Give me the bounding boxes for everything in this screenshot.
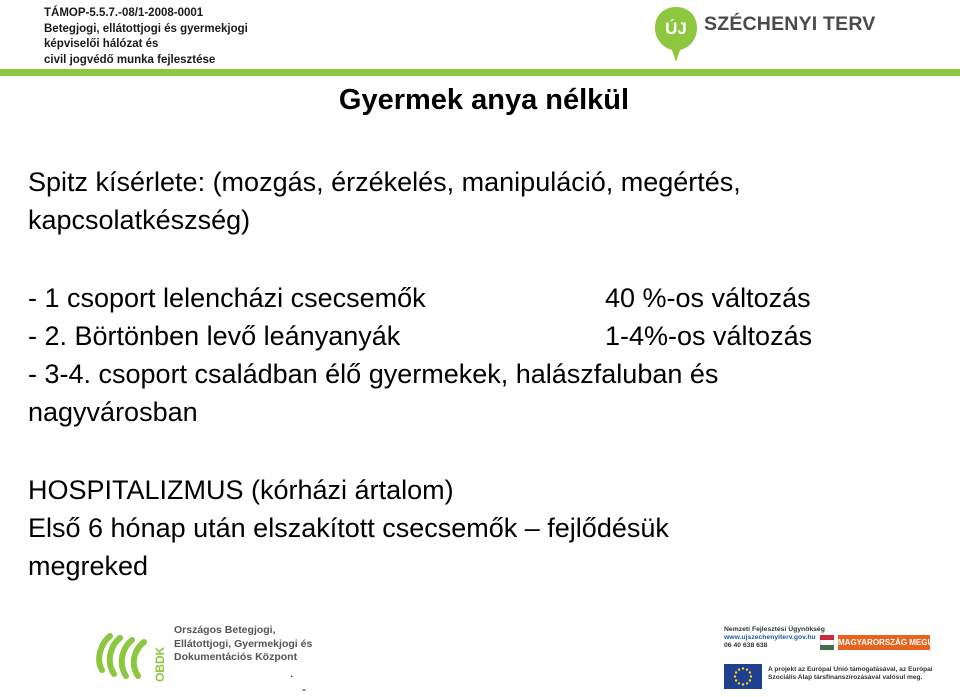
obdk-acronym: OBDK	[153, 646, 167, 682]
nfu-phone: 06 40 638 638	[724, 642, 768, 649]
project-info	[44, 6, 248, 68]
uj-badge-icon	[652, 4, 702, 64]
footer-mark: -	[302, 682, 306, 696]
obdk-line: Ellátottjogi, Gyermekjogi és	[174, 637, 313, 650]
nfu-name: Nemzeti Fejlesztési Ügynökség	[724, 626, 825, 633]
conclusion-line: HOSPITALIZMUS (kórházi ártalom)	[28, 475, 454, 505]
logo-text: SZÉCHENYI TERV	[704, 13, 876, 35]
group-label: - 1 csoport lelencházi csecsemők	[28, 283, 426, 313]
szechenyi-terv-logo	[652, 4, 892, 64]
group-row	[28, 279, 938, 317]
obdk-emblem-icon	[94, 622, 174, 686]
obdk-line: Országos Betegjogi,	[174, 624, 276, 636]
group-line: - 3-4. csoport családban élő gyermekek, halászfaluban és	[28, 359, 719, 389]
conclusion-line: megreked	[28, 551, 149, 581]
project-line: képviselői hálózat és	[44, 38, 159, 50]
hu-banner: MAGYARORSZÁG MEGÚJUL	[838, 635, 930, 650]
nfu-info	[724, 626, 825, 650]
spacer	[28, 431, 938, 471]
group-line: nagyvárosban	[28, 397, 198, 427]
intro-line: kapcsolatkészség)	[28, 205, 251, 235]
group-label: - 2. Börtönben levő leányanyák	[28, 321, 401, 351]
eu-funding-note	[768, 666, 933, 683]
eu-line: Szociális Alap társfinanszírozásával valósul meg.	[768, 674, 923, 682]
logo-badge-text: ÚJ	[665, 19, 687, 38]
group-row	[28, 317, 938, 355]
project-line: Betegjogi, ellátottjogi és gyermekjogi	[44, 22, 248, 35]
spacer	[28, 239, 938, 279]
obdk-line: Dokumentációs Központ	[174, 651, 298, 664]
hungarian-flag-icon	[820, 635, 834, 650]
conclusion-line: Első 6 hónap után elszakított csecsemők – fejlődésük	[28, 513, 669, 543]
header-divider	[0, 69, 960, 76]
slide-body	[28, 163, 938, 585]
obdk-name	[174, 624, 312, 665]
funding-block	[716, 626, 949, 690]
group-result: 1-4%-os változás	[605, 321, 813, 351]
footer-mark: .	[290, 666, 294, 680]
intro-line: Spitz kísérlete: (mozgás, érzékelés, manipuláció, megértés,	[28, 167, 741, 197]
project-code: TÁMOP-5.5.7.-08/1-2008-0001	[44, 7, 204, 19]
eu-flag-icon	[724, 664, 762, 689]
project-line: civil jogvédő munka fejlesztése	[44, 53, 216, 66]
eu-line: A projekt az Európai Unió támogatásával, az Európai	[768, 666, 933, 673]
group-result: 40 %-os változás	[605, 283, 811, 313]
slide-title: Gyermek anya nélkül	[338, 84, 630, 116]
nfu-url: www.ujszechenyiterv.gov.hu	[724, 634, 816, 641]
obdk-logo	[94, 622, 314, 686]
